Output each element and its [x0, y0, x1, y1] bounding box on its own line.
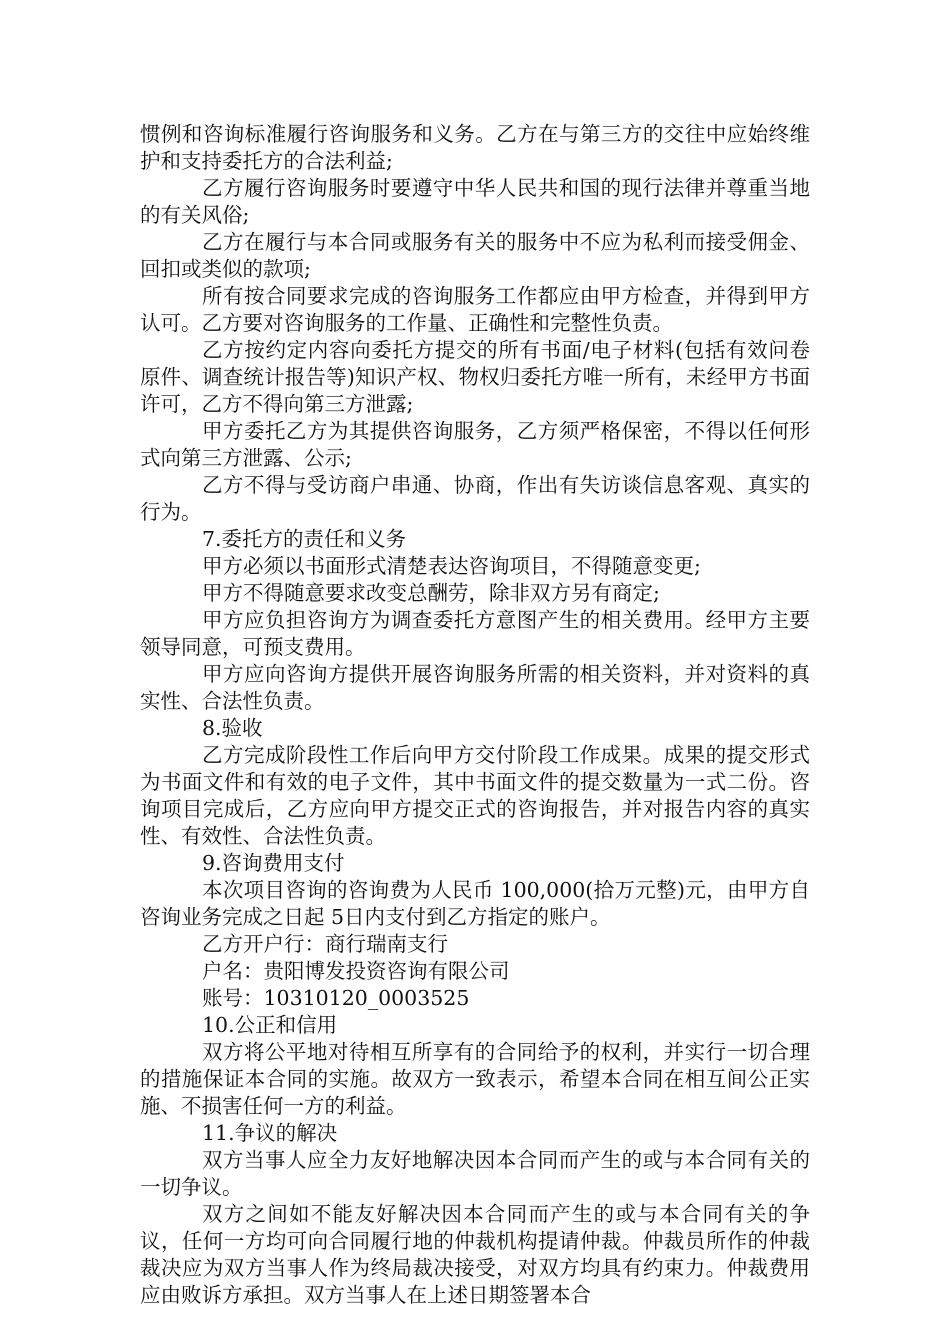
paragraph-arbitration: 双方之间如不能友好解决因本合同而产生的或与本合同有关的争议，任何一方均可向合同履行地的仲裁机构提请仲裁。仲裁员所作的仲裁裁决应为双方当事人作为终局裁决接受，对双方均具有约束力。仲裁费用应由败诉方承担。双方当事人在上述日期签署本合 [140, 1202, 810, 1307]
paragraph-confidentiality: 甲方委托乙方为其提供咨询服务，乙方须严格保密，不得以任何形式向第三方泄露、公示; [140, 419, 810, 470]
paragraph-fee-amount: 本次项目咨询的咨询费为人民币 100,000(拾万元整)元，由甲方自咨询业务完成之日起 5日内支付到乙方指定的账户。 [140, 878, 810, 929]
paragraph-bank-name: 乙方开户行：商行瑞南支行 [202, 932, 448, 956]
paragraph-comply-law: 乙方履行咨询服务时要遵守中华人民共和国的现行法律并尊重当地的有关风俗; [140, 176, 810, 227]
section-heading-11: 11.争议的解决 [202, 1121, 338, 1145]
paragraph-obligations-continued: 惯例和咨询标准履行咨询服务和义务。乙方在与第三方的交往中应始终维护和支持委托方的合法利益; [140, 122, 810, 173]
paragraph-no-fee-change: 甲方不得随意要求改变总酬劳，除非双方另有商定; [202, 581, 660, 605]
paragraph-ip-ownership: 乙方按约定内容向委托方提交的所有书面/电子材料(包括有效问卷原件、调查统计报告等)知识产权、物权归委托方唯一所有，未经甲方书面许可，乙方不得向第三方泄露; [140, 338, 810, 416]
paragraph-account-number: 账号：10310120_0003525 [202, 986, 470, 1010]
paragraph-fairness: 双方将公平地对待相互所享有的合同给予的权利，并实行一切合理的措施保证本合同的实施。故双方一致表示，希望本合同在相互间公正实施、不损害任何一方的利益。 [140, 1040, 810, 1118]
paragraph-written-form: 甲方必须以书面形式清楚表达咨询项目，不得随意变更; [202, 554, 701, 578]
paragraph-provide-materials: 甲方应向咨询方提供开展咨询服务所需的相关资料，并对资料的真实性、合法性负责。 [140, 662, 810, 713]
section-heading-7: 7.委托方的责任和义务 [202, 527, 407, 551]
paragraph-no-commission: 乙方在履行与本合同或服务有关的服务中不应为私利而接受佣金、回扣或类似的款项; [140, 230, 810, 281]
document-body [140, 121, 810, 1309]
paragraph-amicable-resolution: 双方当事人应全力友好地解决因本合同而产生的或与本合同有关的一切争议。 [140, 1148, 810, 1199]
paragraph-inspection: 所有按合同要求完成的咨询服务工作都应由甲方检查，并得到甲方认可。乙方要对咨询服务的工作量、正确性和完整性负责。 [140, 284, 810, 335]
section-heading-9: 9.咨询费用支付 [202, 851, 345, 875]
paragraph-account-name: 户名：贵阳博发投资咨询有限公司 [202, 959, 510, 983]
paragraph-no-collusion: 乙方不得与受访商户串通、协商，作出有失访谈信息客观、真实的行为。 [140, 473, 810, 524]
section-heading-8: 8.验收 [202, 716, 263, 740]
paragraph-expenses: 甲方应负担咨询方为调查委托方意图产生的相关费用。经甲方主要领导同意，可预支费用。 [140, 608, 810, 659]
section-heading-10: 10.公正和信用 [202, 1013, 338, 1037]
paragraph-acceptance: 乙方完成阶段性工作后向甲方交付阶段工作成果。成果的提交形式为书面文件和有效的电子文件，其中书面文件的提交数量为一式二份。咨询项目完成后，乙方应向甲方提交正式的咨询报告，并对报告内容的真实性、有效性、合法性负责。 [140, 743, 810, 848]
